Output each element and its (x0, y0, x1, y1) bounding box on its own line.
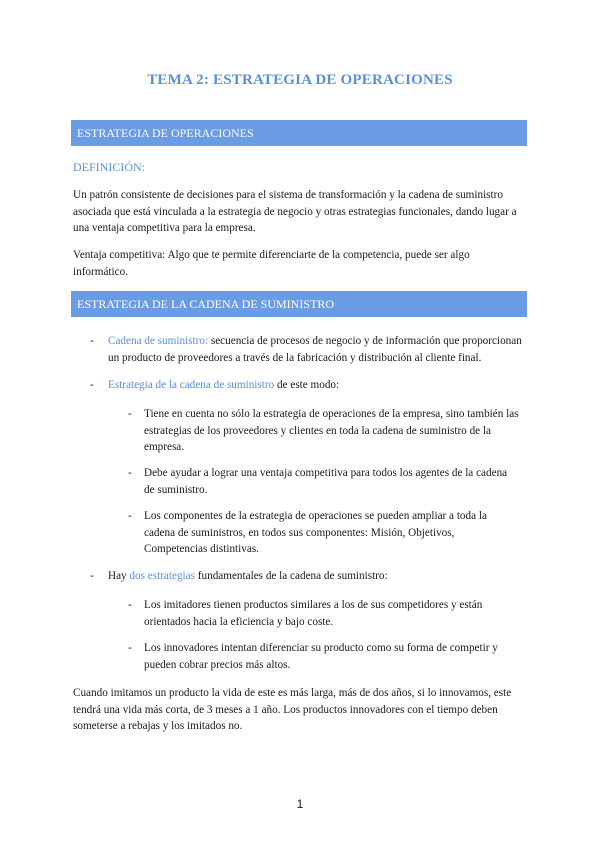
sublist-item: Tiene en cuenta no sólo la estrategia de operaciones de la empresa, sino también las estrategias de los proveedores y clientes en toda la cadena de suministro de la empresa. (144, 408, 519, 453)
closing-paragraph: Cuando imitamos un producto la vida de este es más larga, más de dos años, si lo innovamos, este tendrá una vida más corta, de 3 meses a 1 año. Los productos innovadores con el tiempo deben someterse a rebajas y los imitados no. (73, 687, 512, 732)
ventaja-paragraph: Ventaja competitiva: Algo que te permite diferenciarte de la competencia, puede ser algo informático. (73, 249, 470, 278)
sublist-item: Los innovadores intentan diferenciar su producto como su forma de competir y pueden cobrar precios más altos. (144, 642, 498, 671)
list-dash: - (90, 335, 94, 347)
definition-paragraph: Un patrón consistente de decisiones para el sistema de transformación y la cadena de suministro asociada que está vinculada a la estrategia de negocio y otras estrategias funcionales, dando lugar a una ventaja competitiva para la empresa. (73, 189, 517, 234)
text-estrategia: de este modo: (274, 379, 340, 391)
sublist-item: Debe ayudar a lograr una ventaja competitiva para todos los agentes de la cadena de suministro. (144, 467, 508, 496)
list-item-estrategia (108, 377, 526, 394)
term-dos-estrategias: dos estrategias (129, 570, 195, 582)
page-title: TEMA 2: ESTRATEGIA DE OPERACIONES (147, 72, 453, 88)
page-number: 1 (296, 797, 304, 811)
section-heading-cadena-suministro: ESTRATEGIA DE LA CADENA DE SUMINISTRO (71, 291, 527, 317)
sublist-dash: - (128, 467, 132, 479)
list-dash: - (90, 379, 94, 391)
definition-label: DEFINICIÓN: (73, 160, 145, 174)
sublist-dash: - (128, 642, 132, 654)
sublist-dash: - (128, 408, 132, 420)
list-item-cadena (108, 333, 526, 366)
section-heading-estrategia-operaciones: ESTRATEGIA DE OPERACIONES (71, 120, 527, 146)
term-estrategia: Estrategia de la cadena de suministro (108, 379, 275, 391)
sublist-dash: - (128, 510, 132, 522)
text-cadena: secuencia de procesos de negocio y de información que proporcionan un producto de proveedores a través de la fabricación y distribución al cliente final. (108, 335, 522, 364)
term-cadena: Cadena de suministro: (108, 335, 209, 347)
sublist-dash: - (128, 599, 132, 611)
sublist-item: Los componentes de la estrategia de operaciones se pueden ampliar a toda la cadena de suministros, en todos sus componentes: Misión, Objetivos, Competencias distintivas. (144, 510, 487, 555)
list-dash: - (90, 570, 94, 582)
sublist-item: Los imitadores tienen productos similares a los de sus competidores y están orientados hacia la eficiencia y bajo coste. (144, 599, 483, 628)
text-dos-estrategias: fundamentales de la cadena de suministro: (195, 570, 388, 582)
list-item-dos-estrategias (108, 568, 526, 585)
prefix-hay: Hay (108, 570, 130, 582)
